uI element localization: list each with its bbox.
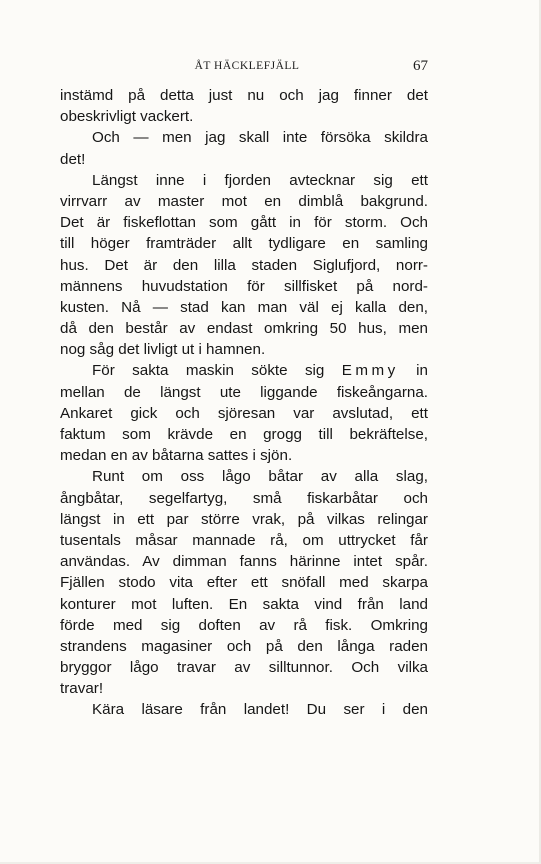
- page-header: [60, 60, 428, 78]
- text-line: medan en av båtarna sattes i sjön.: [60, 447, 293, 465]
- text-line: virrvarr av master mot en dimblå bakgrund.: [60, 192, 428, 210]
- text-line: kusten. Nå — stad kan man väl ej kalla den,: [60, 298, 428, 316]
- text-line: då den består av endast omkring 50 hus, men: [60, 320, 428, 338]
- text-line: Kära läsare från landet! Du ser i den: [92, 701, 428, 719]
- text-line: hus. Det är den lilla staden Siglufjord, norr-: [60, 256, 428, 274]
- text-line: instämd på detta just nu och jag finner det: [60, 87, 428, 104]
- text-line: tusentals måsar mannade rå, om uttrycket får: [60, 531, 428, 549]
- text-line: det!: [60, 150, 86, 168]
- text-line: användas. Av dimman fanns härinne intet spår.: [60, 553, 428, 571]
- page-number: 67: [413, 58, 428, 74]
- text-line: Runt om oss lågo båtar av alla slag,: [92, 468, 428, 486]
- text-line: männens huvudstation för sillfisket på nord-: [60, 277, 428, 295]
- text-line: Och — men jag skall inte försöka skildra: [92, 129, 428, 147]
- text-segment: in: [416, 362, 428, 380]
- text-line: nog såg det livligt ut i hamnen.: [60, 341, 266, 359]
- text-line: obeskrivligt vackert.: [60, 108, 194, 126]
- text-line: Det är fiskeflottan som gått in för storm. Och: [60, 214, 428, 232]
- text-line: travar!: [60, 680, 104, 698]
- ship-name: Emmy: [341, 362, 399, 380]
- text-line: [60, 360, 428, 381]
- text-line: Fjällen stodo vita efter ett snöfall med skarpa: [60, 574, 428, 592]
- text-segment: För sakta maskin sökte sig: [92, 362, 325, 380]
- text-line: till höger framträder allt tydligare en samling: [60, 235, 428, 253]
- text-line: Ankaret gick och sjöresan var avslutad, ett: [60, 404, 428, 422]
- text-line: bryggor lågo travar av silltunnor. Och vilka: [60, 659, 428, 677]
- text-line: strandens magasiner och på den långa raden: [60, 637, 428, 655]
- body-text: [60, 85, 428, 721]
- text-line: ångbåtar, segelfartyg, små fiskarbåtar och: [60, 489, 428, 507]
- text-line: faktum som krävde en grogg till bekräftelse,: [60, 426, 428, 443]
- text-line: längst in ett par större vrak, på vilkas relingar: [60, 510, 428, 528]
- running-title: ÅT HÄCKLEFJÄLL: [194, 60, 300, 72]
- text-line: förde med sig doften av rå fisk. Omkring: [60, 616, 428, 634]
- text-line: mellan de längst ute liggande fiskeångarna.: [60, 383, 428, 401]
- text-line: Längst inne i fjorden avtecknar sig ett: [92, 171, 428, 189]
- text-line: konturer mot luften. En sakta vind från land: [60, 595, 428, 613]
